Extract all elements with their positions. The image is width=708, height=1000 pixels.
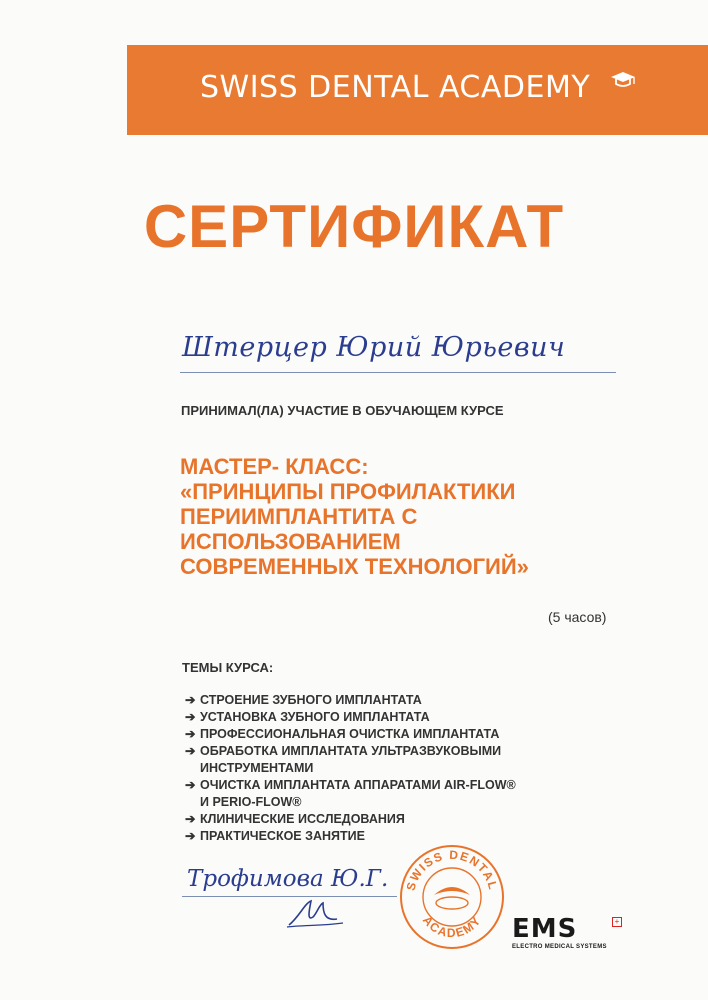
graduation-cap-icon (609, 69, 637, 91)
arrow-right-icon: ➔ (185, 778, 196, 792)
list-item (185, 743, 516, 777)
stamp-bottom-text: ACADEMY (419, 913, 485, 941)
stamp-top-text: SWISS DENTAL (403, 847, 501, 893)
name-underline (180, 372, 616, 373)
topic-text: ПРАКТИЧЕСКОЕ ЗАНЯТИЕ (200, 829, 365, 843)
topic-text: ОБРАБОТКА ИМПЛАНТАТА УЛЬТРАЗВУКОВЫМИ (200, 744, 502, 758)
course-title-line: ПЕРИИМПЛАНТИТА С (180, 504, 418, 529)
ems-logo (512, 915, 620, 955)
arrow-right-icon: ➔ (185, 727, 196, 741)
recipient-name: Штерцер Юрий Юрьевич (182, 332, 566, 363)
topic-text: СТРОЕНИЕ ЗУБНОГО ИМПЛАНТАТА (200, 693, 422, 707)
topics-list (185, 692, 516, 845)
arrow-right-icon: ➔ (185, 710, 196, 724)
topic-text: ПРОФЕССИОНАЛЬНАЯ ОЧИСТКА ИМПЛАНТАТА (200, 727, 500, 741)
topic-text: КЛИНИЧЕСКИЕ ИССЛЕДОВАНИЯ (200, 812, 405, 826)
list-item (185, 726, 516, 743)
header-banner (127, 45, 708, 135)
list-item (185, 709, 516, 726)
plus-icon: + (612, 917, 622, 927)
arrow-right-icon: ➔ (185, 693, 196, 707)
course-title (180, 454, 529, 579)
list-item (185, 777, 516, 811)
svg-text:ACADEMY (420, 913, 484, 940)
signatory-name: Трофимова Ю.Г. (187, 866, 389, 892)
course-hours: (5 часов) (548, 609, 607, 625)
topic-text-continued: ИНСТРУМЕНТАМИ (200, 761, 314, 775)
course-title-line: «ПРИНЦИПЫ ПРОФИЛАКТИКИ (180, 479, 516, 504)
ems-wordmark: EMS (512, 914, 578, 944)
course-title-line: МАСТЕР- КЛАСС: (180, 454, 369, 479)
ems-subtitle: ELECTRO MEDICAL SYSTEMS (512, 944, 607, 950)
svg-text:SWISS DENTAL (404, 848, 501, 892)
list-item (185, 692, 516, 709)
topics-heading: ТЕМЫ КУРСА: (182, 660, 274, 675)
course-title-line: СОВРЕМЕННЫХ ТЕХНОЛОГИЙ» (180, 554, 529, 579)
topic-text-continued: И PERIO-FLOW® (200, 795, 302, 809)
banner-title: SWISS DENTAL ACADEMY (200, 70, 591, 105)
arrow-right-icon: ➔ (185, 829, 196, 843)
handwritten-signature (285, 895, 345, 935)
academy-stamp (398, 843, 506, 951)
arrow-right-icon: ➔ (185, 812, 196, 826)
topic-text: ОЧИСТКА ИМПЛАНТАТА АППАРАТАМИ AIR-FLOW® (200, 778, 516, 792)
arrow-right-icon: ➔ (185, 744, 196, 758)
course-title-line: ИСПОЛЬЗОВАНИЕМ (180, 529, 401, 554)
certificate-title: СЕРТИФИКАТ (143, 193, 565, 260)
topic-text: УСТАНОВКА ЗУБНОГО ИМПЛАНТАТА (200, 710, 430, 724)
list-item (185, 811, 516, 828)
participation-text: ПРИНИМАЛ(ЛА) УЧАСТИЕ В ОБУЧАЮЩЕМ КУРСЕ (181, 403, 504, 418)
